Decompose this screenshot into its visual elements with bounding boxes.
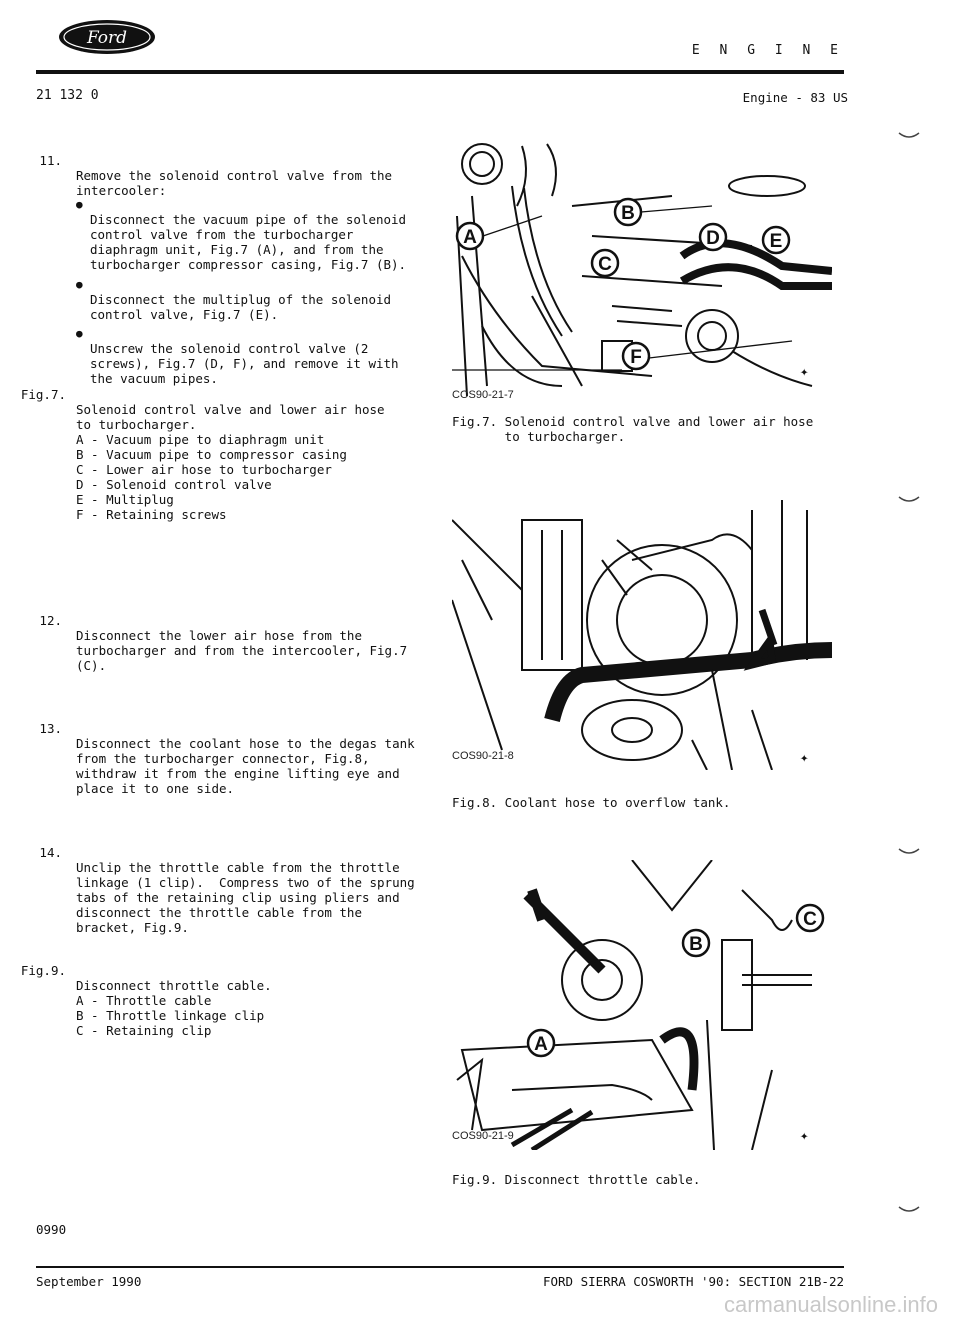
fig7-label-d: D [706,228,720,249]
step-text: Remove the solenoid control valve from the intercooler: [76,168,393,198]
step-11 [0,138,440,198]
fig7-id: COS90-21-7 [452,389,514,401]
bullet-text: Disconnect the multiplug of the solenoid control valve, Fig.7 (E). [90,292,392,322]
fig9-label-b: B [689,934,703,955]
fig9-label-c: C [803,909,817,930]
binding-tick-icon [898,132,920,140]
fig9-legend [0,948,440,1038]
watermark: carmanualsonline.info [723,1292,938,1317]
page-code: 0990 [36,1222,67,1237]
fig-marker-icon: ✦ [800,750,809,766]
engine-diagram-fig7 [452,136,832,406]
bullet-icon: ● [76,278,83,291]
bullet-item [0,262,440,322]
subsection-label: Engine - 83 US [742,90,848,105]
fig7-legend [0,372,440,522]
footer-rule [36,1266,844,1268]
step-text: Disconnect the lower air hose from the turbocharger and from the intercooler, Fig.7 (C). [76,628,408,673]
fig9-illustration [452,860,832,1150]
bullet-text: Unscrew the solenoid control valve (2 screws), Fig.7 (D, F), and remove it with the vacuum pipes. [90,341,399,386]
fig8-id: COS90-21-8 [452,750,514,762]
engine-diagram-fig9 [452,860,832,1150]
step-number: 13. [39,721,62,736]
fig9-label-a: A [534,1034,548,1055]
fig9-caption: Fig.9. Disconnect throttle cable. [452,1172,701,1187]
bullet-text: Disconnect the vacuum pipe of the solenoid control valve from the turbocharger diaphragm unit, Fig.7 (A), and from the turbocharger compressor casing, Fig.7 (B). [90,212,407,272]
step-text: Disconnect the coolant hose to the degas tank from the turbocharger connector, Fig.8, withdraw it from the engine lifting eye and place it to one side. [76,736,415,796]
step-number: 11. [39,153,62,168]
section-title: E N G I N E [691,43,844,58]
ford-logo [57,18,157,56]
header-rule [36,70,844,74]
fig7-label-b: B [621,203,635,224]
step-13 [0,706,440,796]
fig7-label-c: C [598,254,612,275]
bullet-icon: ● [76,327,83,340]
fig7-label-e: E [769,231,783,252]
step-number: 12. [39,613,62,628]
svg-text:Ford: Ford [86,28,128,48]
binding-tick-icon [898,848,920,856]
footer-title: FORD SIERRA COSWORTH '90: SECTION 21B-22 [542,1274,844,1289]
step-number: 14. [39,845,62,860]
doc-number: 21 132 0 [36,88,99,103]
fig8-caption: Fig.8. Coolant hose to overflow tank. [452,795,731,810]
bullet-icon: ● [76,198,83,211]
fig7-caption: Fig.7. Solenoid control valve and lower air hose to turbocharger. [452,414,814,444]
engine-diagram-fig8 [452,500,832,770]
fig7-label-f: F [630,347,642,368]
footer-date: September 1990 [36,1274,142,1289]
bullet-item [0,311,440,386]
fig8-illustration [452,500,832,770]
step-12 [0,598,440,673]
bullet-item [0,182,440,272]
legend-number: Fig.9. [20,963,66,978]
fig7-label-a: A [463,227,477,248]
step-14 [0,830,440,935]
binding-tick-icon [898,1206,920,1214]
step-text: Unclip the throttle cable from the throttle linkage (1 clip). Compress two of the sprung tabs of the retaining clip using pliers and disconnect the throttle cable from the bracket, Fig.9. [76,860,415,935]
fig9-id: COS90-21-9 [452,1130,514,1142]
legend-number: Fig.7. [20,387,66,402]
fig-marker-icon: ✦ [800,1128,809,1144]
legend-text: Solenoid control valve and lower air hose to turbocharger. A - Vacuum pipe to diaphragm unit B - Vacuum pipe to compressor casing C - Lower air hose to turbocharger D - Solenoid control valve E - Multiplug F - Retaining screws [76,402,385,522]
legend-text: Disconnect throttle cable. A - Throttle cable B - Throttle linkage clip C - Retaining clip [76,978,272,1038]
fig7-illustration [452,136,832,406]
fig-marker-icon: ✦ [800,364,809,380]
binding-tick-icon [898,496,920,504]
